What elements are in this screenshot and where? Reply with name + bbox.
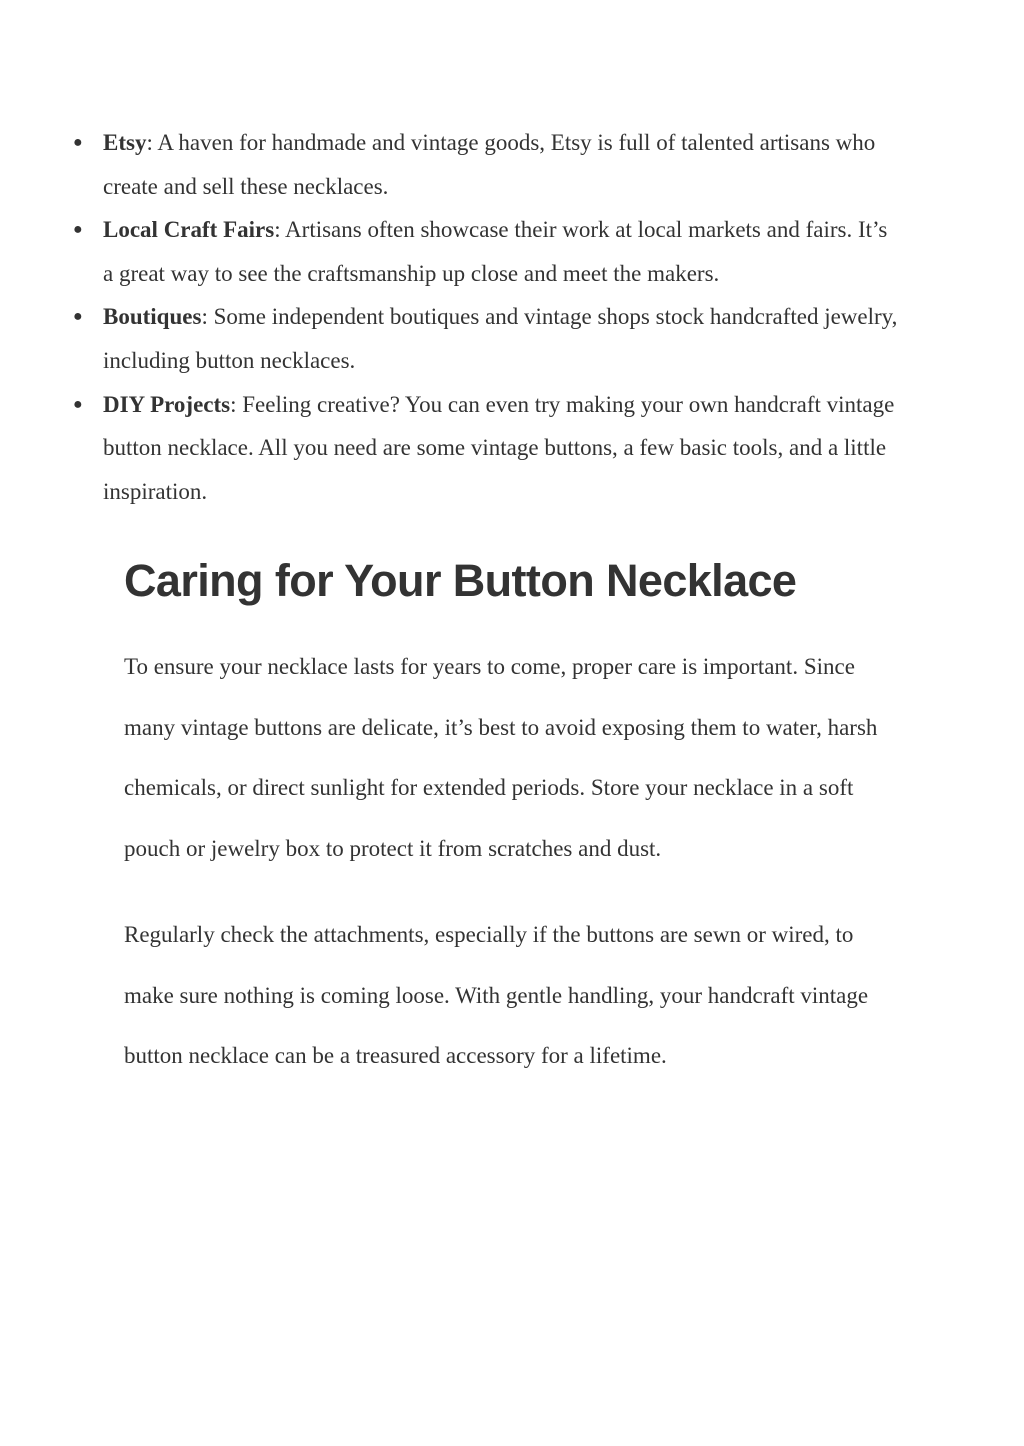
list-item-text: : Some independent boutiques and vintage shops stock handcrafted jewelry, including button necklaces. <box>103 304 898 373</box>
where-to-buy-list <box>0 121 903 513</box>
bullet-icon: ● <box>73 308 83 326</box>
list-item-text: : A haven for handmade and vintage goods, Etsy is full of talented artisans who create and sell these necklaces. <box>103 130 876 199</box>
bullet-icon: ● <box>73 395 83 413</box>
list-item-term: DIY Projects <box>103 391 231 417</box>
article-content <box>73 121 904 1087</box>
list-item-term: Boutiques <box>103 304 202 330</box>
list-item <box>73 121 903 208</box>
body-paragraph: Regularly check the attachments, especially if the buttons are sewn or wired, to make sure nothing is coming loose. With gentle handling, your handcraft vintage button necklace can be a treasured accessory for a lifetime. <box>124 922 869 1069</box>
bullet-icon: ● <box>73 134 83 151</box>
list-item-text: : Feeling creative? You can even try making your own handcraft vintage button necklace. All you need are some vintage buttons, a few basic tools, and a little inspiration. <box>103 391 895 504</box>
list-item <box>73 383 903 514</box>
body-paragraph: To ensure your necklace lasts for years to come, proper care is important. Since many vintage buttons are delicate, it’s best to avoid exposing them to water, harsh chemicals, or direct sunlight for extended periods. Store your necklace in a soft pouch or jewelry box to protect it from scratches and dust. <box>124 654 878 861</box>
bullet-icon: ● <box>73 221 83 239</box>
list-item-term: Local Craft Fairs <box>103 217 275 243</box>
list-item <box>73 295 903 382</box>
list-item-term: Etsy <box>103 130 147 155</box>
section-heading: Caring for Your Button Necklace <box>124 555 797 607</box>
list-item <box>73 208 903 295</box>
list-item-text: : Artisans often showcase their work at local markets and fairs. It’s a great way to see the craftsmanship up close and meet the makers. <box>103 217 888 286</box>
